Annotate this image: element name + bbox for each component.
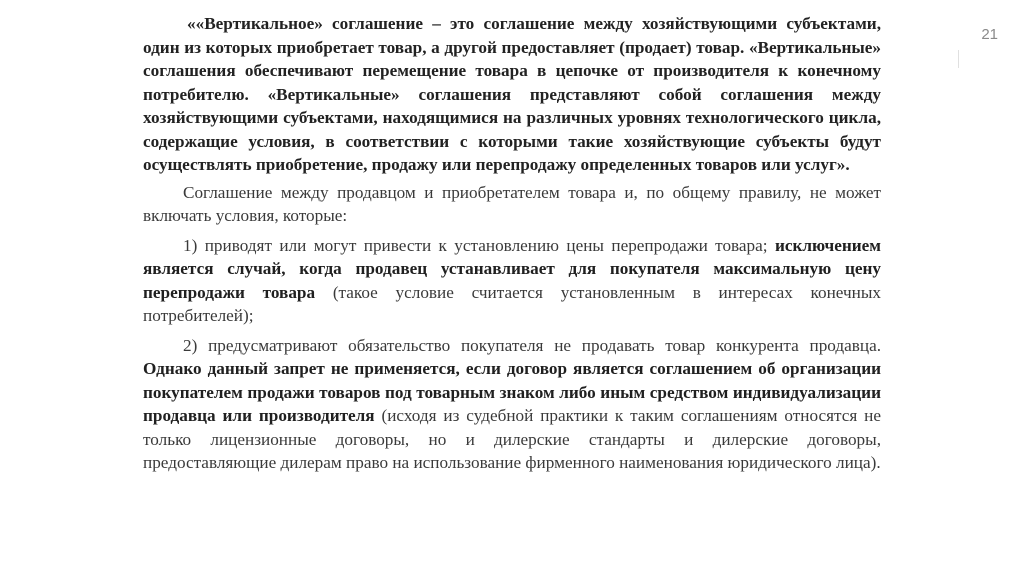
item2-text-start: 2) предусматривают обязательство покупателя не продавать товар конкурента продавца. (183, 335, 881, 355)
item1-text-end: (такое условие считается установленным в интересах конечных потребителей); (143, 282, 881, 325)
item2-exception-bold: Однако данный запрет не применяется, если договор является соглашением об организации покупателем продажи товаров под товарным знаком либо иным средством индивидуализации продавца или производителя (143, 359, 881, 425)
condition-item-2 (143, 334, 881, 475)
item1-exception-bold: исключением является случай, когда продавец устанавливает для покупателя максимальную цену перепродажи товара (143, 235, 881, 302)
item1-text-start: 1) приводят или могут привести к установлению цены перепродажи товара; (183, 235, 775, 255)
slide-number-divider (958, 50, 959, 68)
definition-paragraph: ««Вертикальное» соглашение – это соглашение между хозяйствующими субъектами, один из которых приобретает товар, а другой предоставляет (продает) товар. «Вертикальные» соглашения обеспечивают перемещение товара в цепочке от производителя к конечному потребителю. «Вертикальные» соглашения представляют собой соглашения между хозяйствующими субъектами, находящимися на различных уровнях технологического цикла, содержащие условия, в соответствии с которыми такие хозяйствующие субъекты будут осуществлять приобретение, продажу или перепродажу определенных товаров или услуг». (143, 14, 881, 174)
slide-body (143, 12, 881, 475)
item2-text-end: (исходя из судебной практики к таким соглашениям относятся не только лицензионные договоры, но и дилерские стандарты и дилерские договоры, предоставляющие дилерам право на использование фирменного наименования юридического лица). (143, 406, 881, 472)
slide-number: 21 (981, 26, 998, 43)
intro-paragraph: Соглашение между продавцом и приобретателем товара и, по общему правилу, не может включать условия, которые: (143, 182, 881, 225)
condition-item-1 (143, 234, 881, 328)
